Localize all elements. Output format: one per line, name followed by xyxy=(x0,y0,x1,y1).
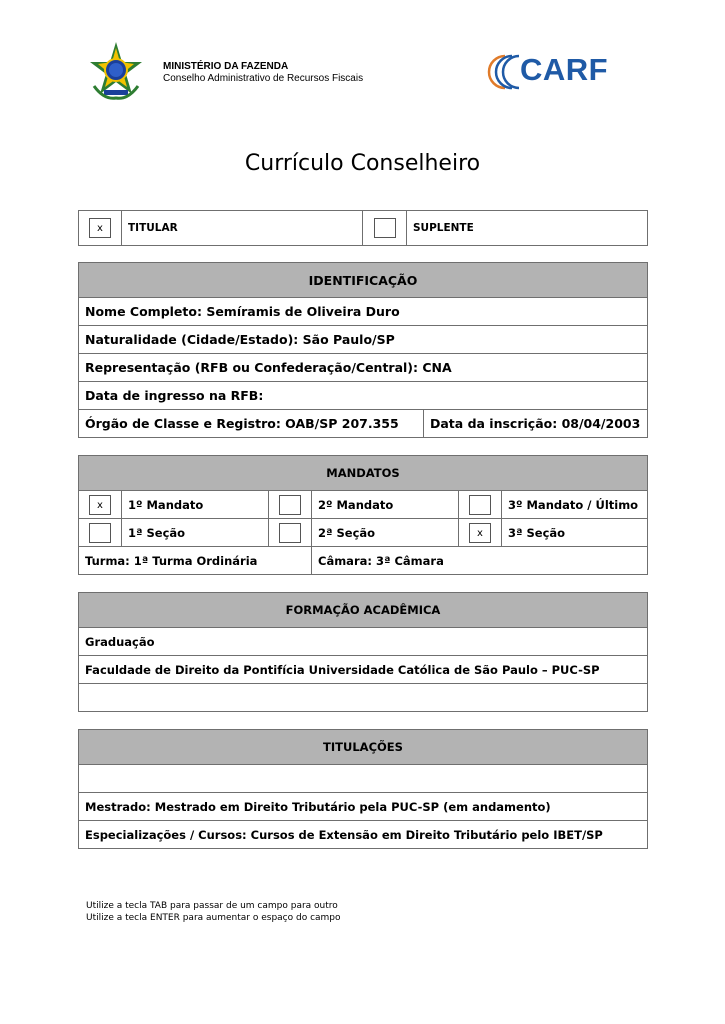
titulacoes-heading: TITULAÇÕES xyxy=(79,730,648,765)
mandatos-heading: MANDATOS xyxy=(79,456,648,491)
formacao-row[interactable]: Graduação xyxy=(79,628,648,656)
formacao-table xyxy=(78,592,648,712)
secao-3-checkbox[interactable]: x xyxy=(469,523,491,543)
camara-field[interactable]: Câmara: 3ª Câmara xyxy=(312,547,648,575)
carf-logo-arcs-icon xyxy=(485,52,525,92)
mandato-2-checkbox-cell[interactable] xyxy=(269,491,312,519)
mandato-3-checkbox[interactable] xyxy=(469,495,491,515)
suplente-checkbox-cell[interactable] xyxy=(363,211,407,246)
ingresso-field[interactable]: Data de ingresso na RFB: xyxy=(79,382,648,410)
coat-of-arms-emblem xyxy=(84,40,148,104)
titular-checkbox-cell[interactable] xyxy=(79,211,122,246)
mandato-1-checkbox[interactable]: x xyxy=(89,495,111,515)
role-table xyxy=(78,210,648,246)
secao-1-label: 1ª Seção xyxy=(122,519,269,547)
secao-1-checkbox-cell[interactable] xyxy=(79,519,122,547)
data-inscricao-field[interactable]: Data da inscrição: 08/04/2003 xyxy=(424,410,648,438)
secao-3-label: 3ª Seção xyxy=(502,519,648,547)
ministry-name: MINISTÉRIO DA FAZENDA xyxy=(163,61,289,72)
titulacoes-table xyxy=(78,729,648,849)
mandato-2-checkbox[interactable] xyxy=(279,495,301,515)
mandatos-table xyxy=(78,455,648,575)
suplente-label: SUPLENTE xyxy=(407,211,648,246)
orgao-field[interactable]: Órgão de Classe e Registro: OAB/SP 207.355 xyxy=(79,410,424,438)
naturalidade-field[interactable]: Naturalidade (Cidade/Estado): São Paulo/SP xyxy=(79,326,648,354)
titulacoes-row[interactable]: Especializações / Cursos: Cursos de Extensão em Direito Tributário pelo IBET/SP xyxy=(79,821,648,849)
titular-label: TITULAR xyxy=(122,211,363,246)
formacao-heading: FORMAÇÃO ACADÊMICA xyxy=(79,593,648,628)
page-title: Currículo Conselheiro xyxy=(244,151,481,176)
mandato-3-label: 3º Mandato / Último xyxy=(502,491,648,519)
secao-2-checkbox-cell[interactable] xyxy=(269,519,312,547)
secao-2-checkbox[interactable] xyxy=(279,523,301,543)
formacao-row[interactable] xyxy=(79,684,648,712)
identificacao-table xyxy=(78,262,648,438)
footer-note-tab: Utilize a tecla TAB para passar de um campo para outro xyxy=(86,901,338,911)
suplente-checkbox[interactable] xyxy=(374,218,396,238)
mandato-2-label: 2º Mandato xyxy=(312,491,459,519)
formacao-row[interactable]: Faculdade de Direito da Pontifícia Universidade Católica de São Paulo – PUC-SP xyxy=(79,656,648,684)
titulacoes-row[interactable]: Mestrado: Mestrado em Direito Tributário pela PUC-SP (em andamento) xyxy=(79,793,648,821)
mandato-1-checkbox-cell[interactable] xyxy=(79,491,122,519)
secao-2-label: 2ª Seção xyxy=(312,519,459,547)
mandato-1-label: 1º Mandato xyxy=(122,491,269,519)
carf-logo-text: CARF xyxy=(520,52,609,87)
secao-1-checkbox[interactable] xyxy=(89,523,111,543)
turma-field[interactable]: Turma: 1ª Turma Ordinária xyxy=(79,547,312,575)
secao-3-checkbox-cell[interactable] xyxy=(459,519,502,547)
mandato-3-checkbox-cell[interactable] xyxy=(459,491,502,519)
nome-field[interactable]: Nome Completo: Semíramis de Oliveira Duro xyxy=(79,298,648,326)
representacao-field[interactable]: Representação (RFB ou Confederação/Central): CNA xyxy=(79,354,648,382)
identificacao-heading: IDENTIFICAÇÃO xyxy=(79,263,648,298)
titulacoes-row[interactable] xyxy=(79,765,648,793)
titular-checkbox[interactable]: x xyxy=(89,218,111,238)
council-name: Conselho Administrativo de Recursos Fiscais xyxy=(163,73,364,84)
footer-note-enter: Utilize a tecla ENTER para aumentar o espaço do campo xyxy=(86,913,341,923)
